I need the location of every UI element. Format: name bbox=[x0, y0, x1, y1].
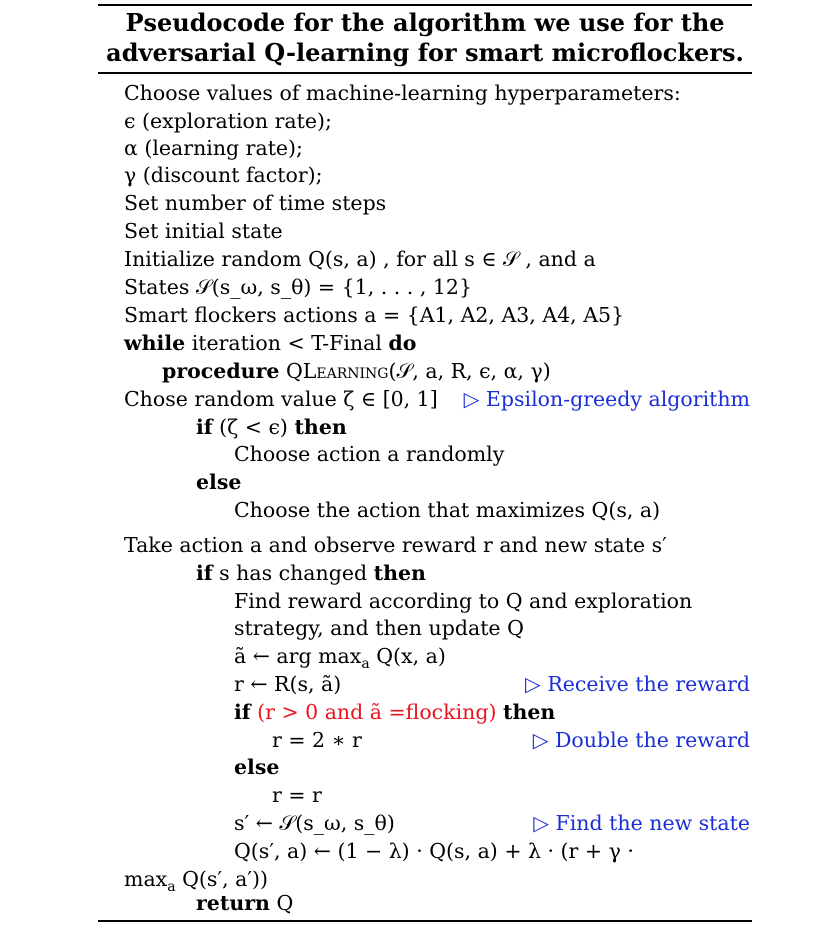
pseudocode-line bbox=[234, 671, 341, 697]
pseudocode-line bbox=[234, 588, 692, 614]
pseudocode-line bbox=[196, 560, 426, 586]
line-comment: ▷ Receive the reward bbox=[525, 672, 750, 696]
line-comment: ▷ Epsilon-greedy algorithm bbox=[463, 387, 750, 411]
pseudocode-line bbox=[124, 218, 283, 244]
keyword: then bbox=[373, 561, 426, 585]
line-text: s has changed bbox=[212, 561, 374, 585]
keyword: procedure bbox=[162, 359, 280, 383]
keyword: while bbox=[124, 331, 186, 355]
line-text: Smart flockers actions a = {A1, A2, A3, A4, A5} bbox=[124, 303, 625, 327]
pseudocode-line bbox=[124, 302, 624, 328]
pseudocode-line bbox=[124, 532, 667, 558]
keyword: then bbox=[294, 415, 347, 439]
bottom-rule bbox=[98, 920, 752, 922]
line-text-cont: Q(x, a) bbox=[369, 644, 446, 668]
line-text: (ζ < ϵ) bbox=[212, 415, 295, 439]
pseudocode-line bbox=[162, 358, 551, 384]
line-text: Choose the action that maximizes Q(s, a) bbox=[234, 498, 661, 522]
keyword: do bbox=[388, 331, 417, 355]
line-text: (𝒮, a, R, ϵ, α, γ) bbox=[388, 359, 551, 383]
pseudocode-line bbox=[124, 190, 386, 216]
keyword: if bbox=[234, 700, 251, 724]
algorithm-title bbox=[98, 8, 752, 68]
line-text: s′ ← 𝒮(s_ω, s_θ) bbox=[234, 811, 395, 835]
subscript: a bbox=[167, 879, 176, 896]
pseudocode-line bbox=[124, 330, 416, 356]
line-text: Find reward according to Q and exploration bbox=[234, 589, 693, 613]
line-text: Q bbox=[269, 891, 294, 915]
title-line-1: Pseudocode for the algorithm we use for the bbox=[125, 8, 725, 37]
line-text: r ← R(s, ã) bbox=[234, 672, 342, 696]
pseudocode-line bbox=[124, 108, 332, 134]
pseudocode-line bbox=[196, 414, 347, 440]
pseudocode-line bbox=[234, 497, 660, 523]
keyword: if bbox=[196, 561, 213, 585]
line-text: iteration < T-Final bbox=[185, 331, 389, 355]
line-comment: ▷ Double the reward bbox=[532, 728, 750, 752]
keyword: else bbox=[196, 470, 242, 494]
pseudocode-line bbox=[124, 386, 438, 412]
line-text: Set initial state bbox=[124, 219, 283, 243]
pseudocode-line bbox=[124, 274, 472, 300]
pseudocode-line bbox=[196, 469, 241, 495]
line-text: Choose values of machine-learning hyperparameters: bbox=[124, 81, 681, 105]
keyword: if bbox=[196, 415, 213, 439]
pseudocode-line bbox=[124, 135, 303, 161]
pseudocode-line bbox=[272, 727, 362, 753]
pseudocode-line bbox=[234, 838, 634, 864]
line-text: ã ← arg max bbox=[234, 644, 362, 668]
line-text: strategy, and then update Q bbox=[234, 616, 524, 640]
line-text: α (learning rate); bbox=[124, 136, 303, 160]
procedure-name: QLearning bbox=[279, 359, 389, 383]
line-text: Choose action a randomly bbox=[234, 442, 505, 466]
title-rule bbox=[98, 72, 752, 74]
pseudocode-line bbox=[234, 810, 395, 836]
top-rule bbox=[98, 4, 752, 6]
line-text: Take action a and observe reward r and new state s′ bbox=[124, 533, 667, 557]
line-text: States 𝒮(s_ω, s_θ) = {1, . . . , 12} bbox=[124, 275, 472, 299]
subscript: a bbox=[361, 656, 370, 673]
pseudocode-line bbox=[234, 441, 504, 467]
line-comment: ▷ Find the new state bbox=[533, 811, 750, 835]
pseudocode-line bbox=[234, 699, 555, 725]
line-text-cont: Q(s′, a′)) bbox=[175, 867, 268, 891]
pseudocode-line bbox=[124, 80, 681, 106]
keyword: return bbox=[196, 891, 270, 915]
pseudocode-line bbox=[124, 162, 323, 188]
line-text: Initialize random Q(s, a) , for all s ∈ 𝒮 , and a bbox=[124, 247, 596, 271]
pseudocode-line bbox=[124, 246, 596, 272]
pseudocode-line bbox=[196, 890, 293, 916]
highlighted-condition: (r > 0 and ã =flocking) bbox=[250, 700, 503, 724]
line-text: r = r bbox=[272, 783, 322, 807]
line-text: Set number of time steps bbox=[124, 191, 387, 215]
title-line-2: adversarial Q-learning for smart microflockers. bbox=[106, 38, 744, 67]
line-text: Chose random value ζ ∈ [0, 1] bbox=[124, 387, 438, 411]
keyword: then bbox=[503, 700, 556, 724]
pseudocode-line bbox=[272, 782, 322, 808]
line-text: r = 2 ∗ r bbox=[272, 728, 362, 752]
pseudocode-line bbox=[234, 615, 524, 641]
line-text: ϵ (exploration rate); bbox=[124, 109, 332, 133]
keyword: else bbox=[234, 755, 280, 779]
line-text: Q(s′, a) ← (1 − λ) · Q(s, a) + λ · (r + γ · bbox=[234, 839, 634, 863]
pseudocode-line bbox=[234, 754, 279, 780]
line-text: γ (discount factor); bbox=[124, 163, 323, 187]
line-text: max bbox=[124, 867, 168, 891]
